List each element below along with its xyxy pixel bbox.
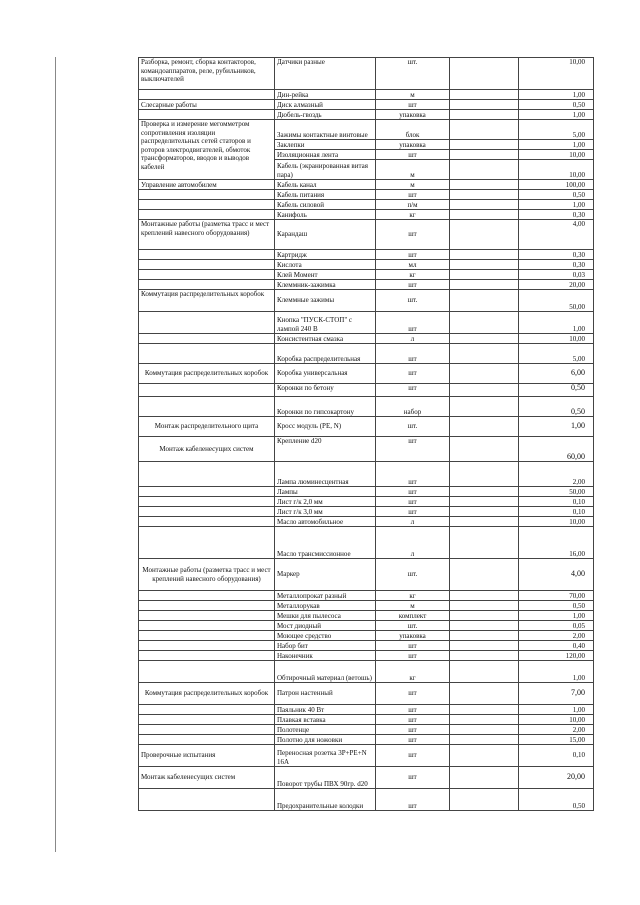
work-type-cell <box>139 462 275 487</box>
unit-cell: шт. <box>376 559 450 591</box>
empty-cell <box>450 417 519 437</box>
empty-cell <box>450 507 519 517</box>
work-type-cell <box>139 487 275 497</box>
table-row <box>139 344 594 364</box>
material-name-cell: Наконечник <box>275 651 376 661</box>
quantity-cell: 0,30 <box>519 260 594 270</box>
quantity-cell: 10,00 <box>519 160 594 180</box>
quantity-cell: 10,00 <box>519 715 594 725</box>
unit-cell: шт <box>376 715 450 725</box>
quantity-cell: 0,50 <box>519 190 594 200</box>
table-row <box>139 210 594 220</box>
work-type-cell <box>139 270 275 280</box>
work-type-cell <box>139 260 275 270</box>
table-row <box>139 651 594 661</box>
work-type-cell <box>139 90 275 100</box>
quantity-cell: 1,00 <box>519 200 594 210</box>
unit-cell: комплект <box>376 611 450 621</box>
work-type-cell <box>139 621 275 631</box>
materials-table-body <box>139 58 594 811</box>
quantity-cell: 0,10 <box>519 507 594 517</box>
material-name-cell: Металлопрокат разный <box>275 591 376 601</box>
material-name-cell: Заклепки <box>275 140 376 150</box>
work-type-cell: Монтаж кабеленесущих систем <box>139 437 275 462</box>
empty-cell <box>450 397 519 417</box>
unit-cell: шт <box>376 364 450 384</box>
table-row <box>139 559 594 591</box>
material-name-cell: Коробка универсальная <box>275 364 376 384</box>
work-type-cell: Монтажные работы (разметка трасс и мест креплений навесного оборудования) <box>139 559 275 591</box>
empty-cell <box>450 58 519 90</box>
work-type-cell: Монтаж кабеленесущих систем <box>139 767 275 789</box>
quantity-cell: 0,50 <box>519 397 594 417</box>
unit-cell: шт <box>376 497 450 507</box>
work-type-cell <box>139 344 275 364</box>
unit-cell: шт. <box>376 290 450 312</box>
empty-cell <box>450 631 519 641</box>
material-name-cell: Консистентная смазка <box>275 334 376 344</box>
table-row <box>139 487 594 497</box>
material-name-cell: Маркер <box>275 559 376 591</box>
table-row <box>139 190 594 200</box>
work-type-cell: Разборка, ремонт, сборка контакторов, командоаппаратов, реле, рубильников, выключателей <box>139 58 275 90</box>
unit-cell: шт <box>376 745 450 767</box>
unit-cell: шт <box>376 789 450 811</box>
empty-cell <box>450 250 519 260</box>
quantity-cell: 20,00 <box>519 280 594 290</box>
work-type-cell: Коммутация распределительных коробок <box>139 290 275 312</box>
work-type-cell <box>139 651 275 661</box>
table-row <box>139 631 594 641</box>
material-name-cell: Дюбель-гвоздь <box>275 110 376 120</box>
material-name-cell: Канифоль <box>275 210 376 220</box>
empty-cell <box>450 120 519 140</box>
material-name-cell: Мешки для пылесоса <box>275 611 376 621</box>
table-row <box>139 715 594 725</box>
quantity-cell: 0,03 <box>519 270 594 280</box>
table-row <box>139 280 594 290</box>
table-row <box>139 334 594 344</box>
quantity-cell: 16,00 <box>519 527 594 559</box>
table-row <box>139 100 594 110</box>
empty-cell <box>450 527 519 559</box>
unit-cell: м <box>376 160 450 180</box>
table-row <box>139 180 594 190</box>
quantity-cell: 0,50 <box>519 100 594 110</box>
empty-cell <box>450 487 519 497</box>
table-row <box>139 58 594 90</box>
quantity-cell: 4,00 <box>519 559 594 591</box>
quantity-cell: 1,00 <box>519 417 594 437</box>
work-type-cell <box>139 507 275 517</box>
quantity-cell: 20,00 <box>519 767 594 789</box>
work-type-cell <box>139 661 275 683</box>
work-type-cell <box>139 312 275 334</box>
table-row <box>139 250 594 260</box>
table-row <box>139 384 594 397</box>
empty-cell <box>450 601 519 611</box>
material-name-cell: Зажимы контактные винтовые <box>275 120 376 140</box>
empty-cell <box>450 559 519 591</box>
quantity-cell: 0,50 <box>519 601 594 611</box>
work-type-cell <box>139 384 275 397</box>
material-name-cell: Диск алмазный <box>275 100 376 110</box>
work-type-cell <box>139 334 275 344</box>
empty-cell <box>450 384 519 397</box>
empty-cell <box>450 621 519 631</box>
material-name-cell: Коронки по бетону <box>275 384 376 397</box>
empty-cell <box>450 745 519 767</box>
quantity-cell: 2,00 <box>519 725 594 735</box>
material-name-cell: Клеммные зажимы <box>275 290 376 312</box>
quantity-cell: 0,50 <box>519 789 594 811</box>
unit-cell: шт <box>376 190 450 200</box>
quantity-cell: 70,00 <box>519 591 594 601</box>
work-type-cell <box>139 715 275 725</box>
quantity-cell: 10,00 <box>519 517 594 527</box>
material-name-cell: Моющее средство <box>275 631 376 641</box>
quantity-cell: 0,40 <box>519 641 594 651</box>
unit-cell: кг <box>376 270 450 280</box>
empty-cell <box>450 270 519 280</box>
unit-cell: мл <box>376 260 450 270</box>
work-type-cell <box>139 789 275 811</box>
work-type-cell: Проверочные испытания <box>139 745 275 767</box>
unit-cell: набор <box>376 397 450 417</box>
table-row <box>139 705 594 715</box>
quantity-cell: 5,00 <box>519 120 594 140</box>
work-type-cell <box>139 527 275 559</box>
material-name-cell: Лист г/к 3,0 мм <box>275 507 376 517</box>
material-name-cell: Масло трансмиссионное <box>275 527 376 559</box>
empty-cell <box>450 661 519 683</box>
table-row <box>139 312 594 334</box>
table-row <box>139 437 594 462</box>
empty-cell <box>450 497 519 507</box>
empty-cell <box>450 651 519 661</box>
work-type-cell <box>139 725 275 735</box>
empty-cell <box>450 611 519 621</box>
table-row <box>139 745 594 767</box>
work-type-cell <box>139 735 275 745</box>
quantity-cell: 0,05 <box>519 621 594 631</box>
work-type-cell <box>139 110 275 120</box>
quantity-cell: 5,00 <box>519 344 594 364</box>
work-type-cell <box>139 705 275 715</box>
empty-cell <box>450 334 519 344</box>
empty-cell <box>450 705 519 715</box>
unit-cell: шт <box>376 384 450 397</box>
work-type-cell <box>139 397 275 417</box>
material-name-cell: Плавкая вставка <box>275 715 376 725</box>
unit-cell: шт. <box>376 621 450 631</box>
material-name-cell: Кабель (экранированная витая пара) <box>275 160 376 180</box>
empty-cell <box>450 200 519 210</box>
material-name-cell: Изоляционная лента <box>275 150 376 160</box>
work-type-cell: Монтаж распределительного щита <box>139 417 275 437</box>
quantity-cell: 10,00 <box>519 58 594 90</box>
table-row <box>139 220 594 250</box>
unit-cell: шт <box>376 437 450 462</box>
table-row <box>139 767 594 789</box>
table-row <box>139 527 594 559</box>
empty-cell <box>450 90 519 100</box>
material-name-cell: Набор бит <box>275 641 376 651</box>
empty-cell <box>450 110 519 120</box>
table-row <box>139 260 594 270</box>
quantity-cell: 10,00 <box>519 334 594 344</box>
quantity-cell: 15,00 <box>519 735 594 745</box>
unit-cell: шт <box>376 150 450 160</box>
table-row <box>139 611 594 621</box>
work-type-cell <box>139 631 275 641</box>
table-row <box>139 517 594 527</box>
quantity-cell: 1,00 <box>519 312 594 334</box>
work-type-cell: Коммутация распределительных коробок <box>139 364 275 384</box>
material-name-cell: Карандаш <box>275 220 376 250</box>
quantity-cell: 1,00 <box>519 140 594 150</box>
empty-cell <box>450 260 519 270</box>
work-type-cell <box>139 591 275 601</box>
unit-cell: шт <box>376 651 450 661</box>
unit-cell: упаковка <box>376 631 450 641</box>
material-name-cell: Мост диодный <box>275 621 376 631</box>
material-name-cell: Кнопка "ПУСК-СТОП" с лампой 240 В <box>275 312 376 334</box>
material-name-cell: Лампа люминесцентная <box>275 462 376 487</box>
empty-cell <box>450 190 519 200</box>
unit-cell: м <box>376 90 450 100</box>
quantity-cell: 0,50 <box>519 384 594 397</box>
quantity-cell: 1,00 <box>519 705 594 715</box>
unit-cell: шт <box>376 767 450 789</box>
empty-cell <box>450 517 519 527</box>
unit-cell: шт <box>376 735 450 745</box>
material-name-cell: Кабель канал <box>275 180 376 190</box>
material-name-cell: Кислота <box>275 260 376 270</box>
quantity-cell: 0,30 <box>519 250 594 260</box>
unit-cell: л <box>376 517 450 527</box>
page-margin-line <box>55 57 56 852</box>
quantity-cell: 50,00 <box>519 487 594 497</box>
material-name-cell: Клей Момент <box>275 270 376 280</box>
unit-cell: шт. <box>376 58 450 90</box>
table-row <box>139 725 594 735</box>
unit-cell: шт <box>376 641 450 651</box>
table-row <box>139 364 594 384</box>
work-type-cell <box>139 497 275 507</box>
unit-cell: блок <box>376 120 450 140</box>
unit-cell: м <box>376 180 450 190</box>
unit-cell: м <box>376 601 450 611</box>
unit-cell: шт <box>376 683 450 705</box>
table-row <box>139 90 594 100</box>
material-name-cell: Патрон настенный <box>275 683 376 705</box>
unit-cell: шт <box>376 462 450 487</box>
empty-cell <box>450 364 519 384</box>
unit-cell: упаковка <box>376 110 450 120</box>
table-row <box>139 601 594 611</box>
table-row <box>139 507 594 517</box>
empty-cell <box>450 789 519 811</box>
table-row <box>139 621 594 631</box>
table-row <box>139 290 594 312</box>
materials-table <box>138 57 594 811</box>
material-name-cell: Датчики разные <box>275 58 376 90</box>
unit-cell: шт <box>376 487 450 497</box>
unit-cell: упаковка <box>376 140 450 150</box>
empty-cell <box>450 462 519 487</box>
quantity-cell: 60,00 <box>519 437 594 462</box>
table-row <box>139 661 594 683</box>
quantity-cell: 1,00 <box>519 90 594 100</box>
material-name-cell: Обтирочный материал (ветошь) <box>275 661 376 683</box>
quantity-cell: 0,10 <box>519 745 594 767</box>
unit-cell: шт <box>376 312 450 334</box>
empty-cell <box>450 312 519 334</box>
quantity-cell: 6,00 <box>519 364 594 384</box>
material-name-cell: Паяльник 40 Вт <box>275 705 376 715</box>
unit-cell: шт <box>376 280 450 290</box>
empty-cell <box>450 140 519 150</box>
unit-cell: шт <box>376 705 450 715</box>
table-row <box>139 735 594 745</box>
material-name-cell: Металлорукав <box>275 601 376 611</box>
empty-cell <box>450 220 519 250</box>
table-row <box>139 591 594 601</box>
quantity-cell: 1,00 <box>519 661 594 683</box>
table-row <box>139 789 594 811</box>
unit-cell: л <box>376 527 450 559</box>
unit-cell: шт <box>376 100 450 110</box>
empty-cell <box>450 591 519 601</box>
table-row <box>139 683 594 705</box>
quantity-cell: 4,00 <box>519 220 594 250</box>
empty-cell <box>450 344 519 364</box>
material-name-cell: Кросс модуль (PE, N) <box>275 417 376 437</box>
quantity-cell: 1,00 <box>519 611 594 621</box>
material-name-cell: Коронки по гипсокартону <box>275 397 376 417</box>
table-row <box>139 641 594 651</box>
table-row <box>139 200 594 210</box>
quantity-cell: 10,00 <box>519 150 594 160</box>
table-row <box>139 417 594 437</box>
unit-cell: шт. <box>376 417 450 437</box>
work-type-cell: Коммутация распределительных коробок <box>139 683 275 705</box>
unit-cell: шт <box>376 344 450 364</box>
empty-cell <box>450 150 519 160</box>
material-name-cell: Предохранительные колодки <box>275 789 376 811</box>
material-name-cell: Коробка распределительная <box>275 344 376 364</box>
quantity-cell: 100,00 <box>519 180 594 190</box>
empty-cell <box>450 437 519 462</box>
table-row <box>139 110 594 120</box>
material-name-cell: Полотно для ножовки <box>275 735 376 745</box>
quantity-cell: 1,00 <box>519 110 594 120</box>
material-name-cell: Переносная розетка 3P+PE+N 16A <box>275 745 376 767</box>
quantity-cell: 7,00 <box>519 683 594 705</box>
table-row <box>139 120 594 140</box>
unit-cell: шт <box>376 220 450 250</box>
work-type-cell <box>139 210 275 220</box>
unit-cell: шт <box>376 507 450 517</box>
table-row <box>139 397 594 417</box>
unit-cell: шт <box>376 250 450 260</box>
empty-cell <box>450 725 519 735</box>
work-type-cell <box>139 611 275 621</box>
quantity-cell: 0,10 <box>519 497 594 507</box>
material-name-cell: Дин-рейка <box>275 90 376 100</box>
unit-cell: л <box>376 334 450 344</box>
quantity-cell: 0,30 <box>519 210 594 220</box>
empty-cell <box>450 160 519 180</box>
material-name-cell: Полотенце <box>275 725 376 735</box>
work-type-cell <box>139 280 275 290</box>
quantity-cell: 2,00 <box>519 462 594 487</box>
table-row <box>139 270 594 280</box>
work-type-cell: Слесарные работы <box>139 100 275 110</box>
work-type-cell <box>139 517 275 527</box>
work-type-cell: Управление автомобилем <box>139 180 275 190</box>
work-type-cell <box>139 190 275 200</box>
empty-cell <box>450 290 519 312</box>
work-type-cell <box>139 601 275 611</box>
empty-cell <box>450 715 519 725</box>
empty-cell <box>450 210 519 220</box>
empty-cell <box>450 683 519 705</box>
empty-cell <box>450 767 519 789</box>
quantity-cell: 120,00 <box>519 651 594 661</box>
empty-cell <box>450 641 519 651</box>
quantity-cell: 2,00 <box>519 631 594 641</box>
unit-cell: кг <box>376 661 450 683</box>
quantity-cell: 50,00 <box>519 290 594 312</box>
material-name-cell: Масло автомобильное <box>275 517 376 527</box>
material-name-cell: Клеммник-зажимка <box>275 280 376 290</box>
unit-cell: шт <box>376 725 450 735</box>
unit-cell: кг <box>376 591 450 601</box>
material-name-cell: Кабель силовой <box>275 200 376 210</box>
work-type-cell <box>139 200 275 210</box>
unit-cell: п/м <box>376 200 450 210</box>
unit-cell: кг <box>376 210 450 220</box>
work-type-cell: Проверка и измерение мегомметром сопротивления изоляции распределительных сетей статоров и роторов электродвигателей, обмоток трансформаторов, вводов и выводов кабелей <box>139 120 275 180</box>
empty-cell <box>450 735 519 745</box>
material-name-cell: Поворот трубы ПВХ 90гр. d20 <box>275 767 376 789</box>
material-name-cell: Крепление d20 <box>275 437 376 462</box>
material-name-cell: Лампы <box>275 487 376 497</box>
material-name-cell: Картридж <box>275 250 376 260</box>
table-row <box>139 497 594 507</box>
table-row <box>139 462 594 487</box>
empty-cell <box>450 280 519 290</box>
work-type-cell <box>139 641 275 651</box>
empty-cell <box>450 100 519 110</box>
empty-cell <box>450 180 519 190</box>
material-name-cell: Кабель питания <box>275 190 376 200</box>
work-type-cell: Монтажные работы (разметка трасс и мест креплений навесного оборудования) <box>139 220 275 250</box>
work-type-cell <box>139 250 275 260</box>
material-name-cell: Лист г/к 2,0 мм <box>275 497 376 507</box>
